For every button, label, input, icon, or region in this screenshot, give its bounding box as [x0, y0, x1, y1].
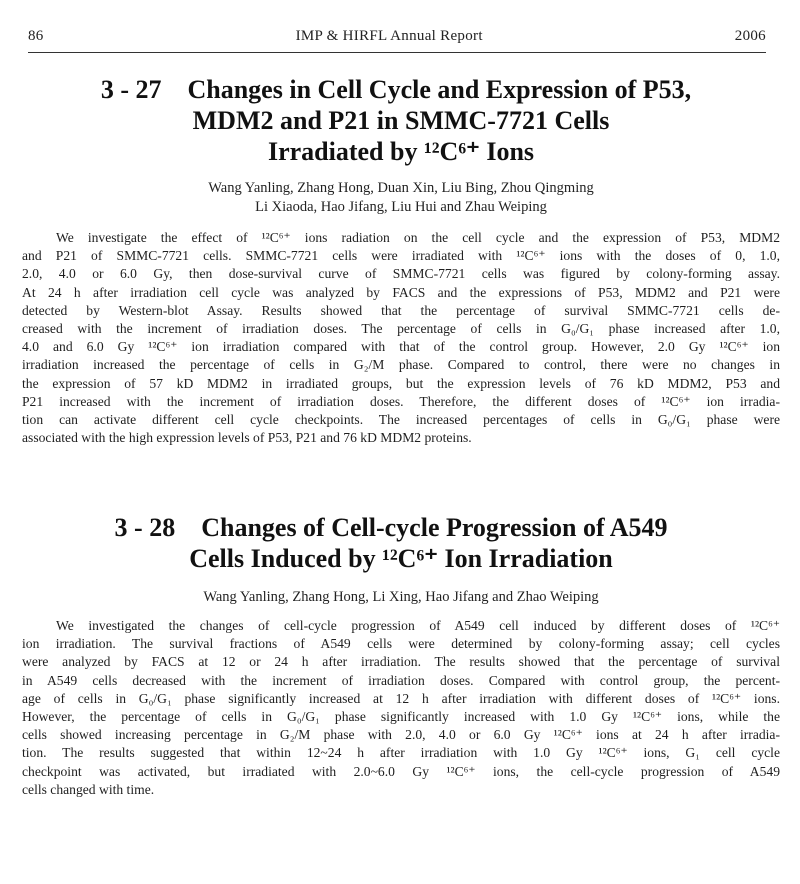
- abstract-line: age of cells in G₀/G₁ phase significantly increased at 12 h after irradiation with different doses of ¹²C⁶⁺ ions.: [22, 690, 780, 706]
- page-number: 86: [28, 28, 44, 44]
- abstract-line: creased with the increment of irradiation doses. The percentage of cells in G₀/G₁ phase increased after 1.0,: [22, 321, 780, 337]
- article-title: [22, 512, 780, 574]
- title-line: Cells Induced by ¹²C⁶⁺ Ion Irradiation: [189, 544, 613, 573]
- report-year: 2006: [734, 28, 766, 44]
- abstract-line: 4.0 and 6.0 Gy ¹²C⁶⁺ ion irradiation compared with that of the control group. However, 2.0 Gy ¹²C⁶⁺ ion: [22, 339, 780, 355]
- author-line: Wang Yanling, Zhang Hong, Duan Xin, Liu Bing, Zhou Qingming: [208, 180, 594, 196]
- abstract-line: At 24 h after irradiation cell cycle was analyzed by FACS and the expressions of P53, MDM2 and P21 were: [22, 284, 780, 300]
- abstract-line: cells showed increasing percentage in G₂/M phase with 2.0, 4.0 or 6.0 Gy ¹²C⁶⁺ ions at 24 h after irradia-: [22, 727, 780, 743]
- article-number: 3 - 28: [114, 513, 176, 542]
- abstract-line: We investigate the effect of ¹²C⁶⁺ ions radiation on the cell cycle and the expression of P53, MDM2: [56, 230, 780, 245]
- author-list: [22, 588, 780, 607]
- abstract-line: We investigated the changes of cell-cycle progression of A549 cell induced by different doses of ¹²C⁶⁺: [56, 618, 780, 633]
- abstract: [22, 229, 780, 447]
- article-3-27: [22, 74, 780, 447]
- abstract-line: were analyzed by FACS at 12 or 24 h after irradiation. The results showed that the percentage of survival: [22, 654, 780, 670]
- header-rule: [28, 52, 766, 53]
- abstract-line: the expression of 57 kD MDM2 in irradiated groups, but the expression levels of 76 kD MDM2, P53 and: [22, 375, 780, 391]
- author-list: [22, 179, 780, 217]
- abstract-line: ion irradiation. The survival fractions of A549 cells were determined by colony-forming assay; cell cycles: [22, 636, 780, 652]
- title-line: Irradiated by ¹²C⁶⁺ Ions: [267, 137, 535, 166]
- abstract-line: P21 increased with the increment of irradiation doses. Therefore, the different doses of ¹²C⁶⁺ ion irradia-: [22, 393, 780, 409]
- article-number: 3 - 27: [100, 75, 162, 104]
- abstract-line: cells changed with time.: [22, 781, 155, 797]
- title-line: [12, 74, 780, 105]
- abstract-line: in A549 cells decreased with the increment of irradiation doses. Compared with control group, the percent-: [22, 672, 780, 688]
- abstract-line: irradiation increased the percentage of cells in G₂/M phase. Compared to control, there were no changes in: [22, 357, 780, 373]
- abstract-line: associated with the high expression levels of P53, P21 and 76 kD MDM2 proteins.: [22, 430, 472, 446]
- author-line: Wang Yanling, Zhang Hong, Li Xing, Hao Jifang and Zhao Weiping: [203, 589, 599, 605]
- article-3-28: [22, 512, 780, 799]
- abstract: [22, 617, 780, 799]
- article-title: [22, 74, 780, 167]
- title-text: Changes of Cell-cycle Progression of A549: [201, 513, 668, 542]
- abstract-line: tion. The results suggested that within 12~24 h after irradiation with 1.0 Gy ¹²C⁶⁺ ions, G₁ cell cycle: [22, 745, 780, 761]
- author-line: Li Xiaoda, Hao Jifang, Liu Hui and Zhau Weiping: [255, 199, 547, 215]
- journal-title: IMP & HIRFL Annual Report: [295, 28, 483, 44]
- abstract-line: tion can activate different cell cycle checkpoints. The increased percentages of cells in G₀/G₁ phase were: [22, 412, 780, 428]
- abstract-line: detected by Western-blot Assay. Results showed that the percentage of survival SMMC-7721 cells de-: [22, 302, 780, 318]
- running-header: [28, 28, 766, 45]
- abstract-line: and P21 of SMMC-7721 cells. SMMC-7721 cells were irradiated with ¹²C⁶⁺ ions with the doses of 0, 1.0,: [22, 248, 780, 264]
- abstract-line: checkpoint was activated, but irradiated with 2.0~6.0 Gy ¹²C⁶⁺ ions, the cell-cycle progression of A549: [22, 763, 780, 779]
- title-line: [2, 512, 780, 543]
- title-line: MDM2 and P21 in SMMC-7721 Cells: [192, 106, 610, 135]
- abstract-line: However, the percentage of cells in G₀/G₁ phase significantly increased with 1.0 Gy ¹²C⁶⁺ ions, while the: [22, 709, 780, 725]
- abstract-line: 2.0, 4.0 or 6.0 Gy, then dose-survival curve of SMMC-7721 cells was figured by colony-forming assay.: [22, 266, 780, 282]
- title-text: Changes in Cell Cycle and Expression of P53,: [187, 75, 692, 104]
